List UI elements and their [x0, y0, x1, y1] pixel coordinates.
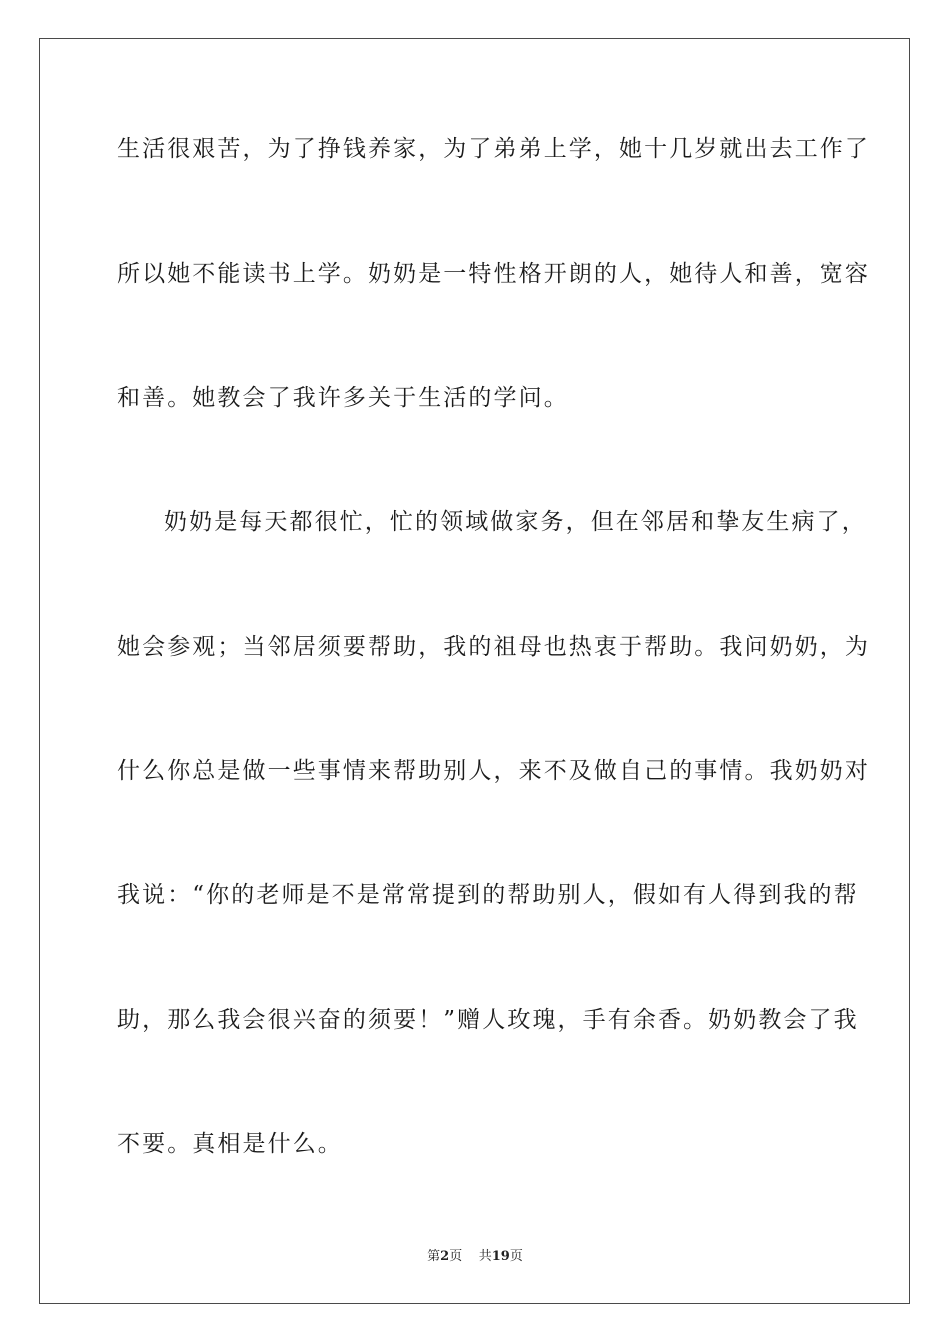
body-text-line: 和善。她教会了我许多关于生活的学问。: [117, 385, 569, 411]
body-text-line: 我说：“你的老师是不是常常提到的帮助别人，假如有人得到我的帮: [117, 882, 859, 908]
body-text-line: 不要。真相是什么。: [117, 1131, 343, 1157]
total-suffix: 页: [509, 1249, 523, 1264]
page-prefix: 第: [427, 1249, 441, 1264]
total-pages: 19: [491, 1249, 510, 1264]
body-text-line: 所以她不能读书上学。奶奶是一特性格开朗的人，她待人和善，宽容: [117, 261, 870, 287]
page-number: 2: [440, 1249, 450, 1264]
body-text-line: 她会参观；当邻居须要帮助，我的祖母也热衷于帮助。我问奶奶，为: [117, 634, 870, 660]
page-footer: [0, 1248, 950, 1266]
paragraph-start-line: 奶奶是每天都很忙，忙的领域做家务，但在邻居和挚友生病了，: [164, 509, 867, 535]
page-suffix: 页: [449, 1249, 463, 1264]
body-text-line: 生活很艰苦，为了挣钱养家，为了弟弟上学，她十几岁就出去工作了: [117, 136, 870, 162]
body-text-line: 什么你总是做一些事情来帮助别人，来不及做自己的事情。我奶奶对: [117, 758, 870, 784]
page-border: [39, 38, 910, 1304]
body-text-line: 助，那么我会很兴奋的须要！”赠人玫瑰，手有余香。奶奶教会了我: [117, 1007, 859, 1033]
total-prefix: 共: [478, 1249, 492, 1264]
